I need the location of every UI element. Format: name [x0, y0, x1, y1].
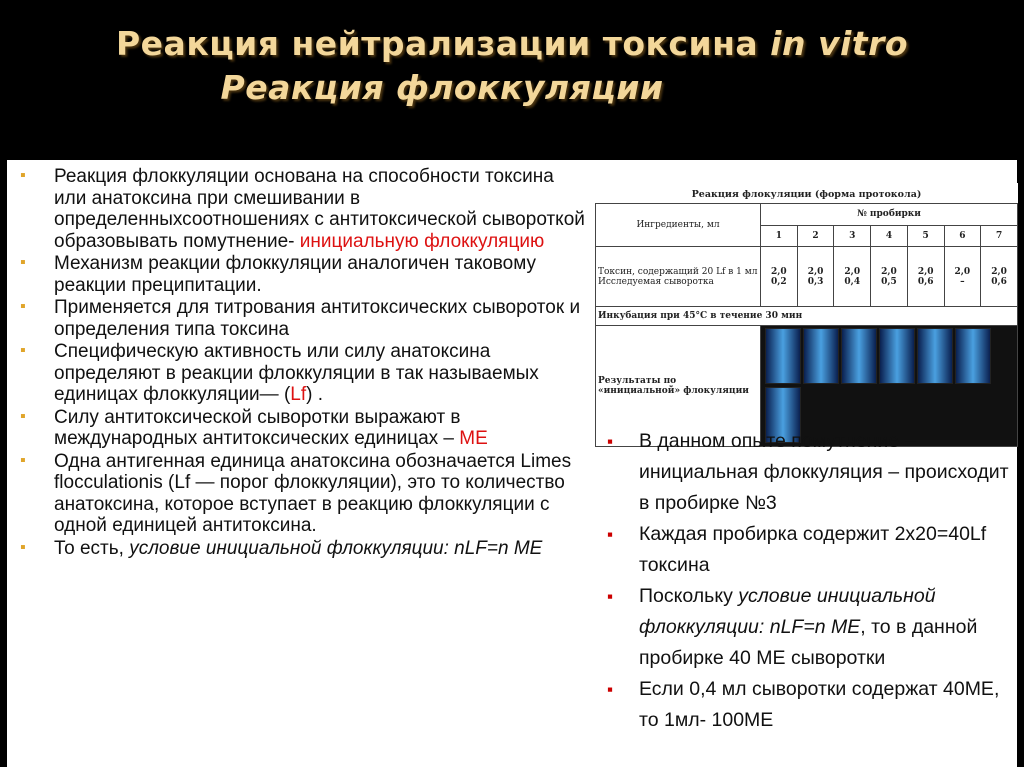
bullet-item: ▪ Реакция флоккуляции основана на способности токсина или анатоксина при смешивании в определенныхсоотношениях с антитоксической сывороткой образовывать помутнение- инициальную флоккуляцию — [18, 166, 588, 252]
protocol-title: Реакция флокуляции (форма протокола) — [691, 189, 922, 200]
bullet-item: ▪ Механизм реакции флоккуляции аналогичен таковому реакции преципитации. — [18, 253, 588, 296]
right-bullet-list — [607, 426, 1017, 736]
slide-header — [0, 0, 1024, 160]
bullet-item: ▪ Каждая пробирка содержит 2х20=40Lf токсина — [607, 519, 1017, 581]
bullet-item: ▪ Поскольку условие инициальной флоккуляции: nLF=n МЕ, то в данной пробирке 40 МЕ сыворотки — [607, 581, 1017, 674]
right-frame — [1017, 160, 1024, 767]
test-tube — [803, 328, 839, 384]
bullet-item: ▪ Силу антитоксической сыворотки выражают в международных антитоксических единицах – МЕ — [18, 407, 588, 450]
slide-title-line2: Реакция флоккуляции — [220, 68, 664, 107]
protocol-table — [595, 203, 1018, 447]
test-tube — [917, 328, 953, 384]
results-row: Результаты по «инициальной» флокуляции — [596, 326, 1018, 447]
test-tube — [841, 328, 877, 384]
bullet-item: ▪ Специфическую активность или силу анатоксина определяют в реакции флоккуляции в так называемых единицах флоккуляции— (Lf) . — [18, 341, 588, 406]
bullet-item: ▪ Если 0,4 мл сыворотки содержат 40МЕ, то 1мл- 100МЕ — [607, 674, 1017, 736]
test-tube — [955, 328, 991, 384]
bullet-item: ▪ Одна антигенная единица анатоксина обозначается Limes flocculationis (Lf — порог флоккуляции), это то количество анатоксина, которое вступает в реакцию флоккуляции с одной единицей антитоксина. — [18, 451, 588, 537]
ingredients-header: Ингредиенты, мл — [596, 204, 761, 247]
test-tube — [879, 328, 915, 384]
toxin-serum-row: Токсин, содержащий 20 Lf в 1 мл Исследуемая сыворотка 2,0 0,2 2,0 0,3 2,0 0,4 2,0 0,5 2,0 0,6 2,0 – 2,0 0,6 — [596, 247, 1018, 307]
incubation-row: Инкубация при 45°С в течение 30 мин — [596, 307, 1018, 326]
row2-label: Исследуемая сыворотка — [598, 276, 714, 287]
tube-number-row: 1 2 3 4 5 6 7 — [596, 225, 1018, 247]
row1-label: Токсин, содержащий 20 Lf в 1 мл — [598, 266, 758, 277]
left-bullet-list — [18, 166, 588, 560]
protocol-table-image — [595, 183, 1018, 413]
slide-title-line1: Реакция нейтрализации токсина in vitro — [115, 24, 909, 63]
bullet-item: ▪ В данном опыте помутнение – инициальная флоккуляция – происходит в пробирке №3 — [607, 426, 1017, 519]
left-frame — [0, 160, 7, 767]
tube-header: № пробирки — [761, 204, 1018, 226]
test-tube — [765, 328, 801, 384]
bullet-item: ▪ То есть, условие инициальной флоккуляции: nLF=n МЕ — [18, 538, 588, 560]
bullet-item: ▪ Применяется для титрования антитоксических сывороток и определения типа токсина — [18, 297, 588, 340]
